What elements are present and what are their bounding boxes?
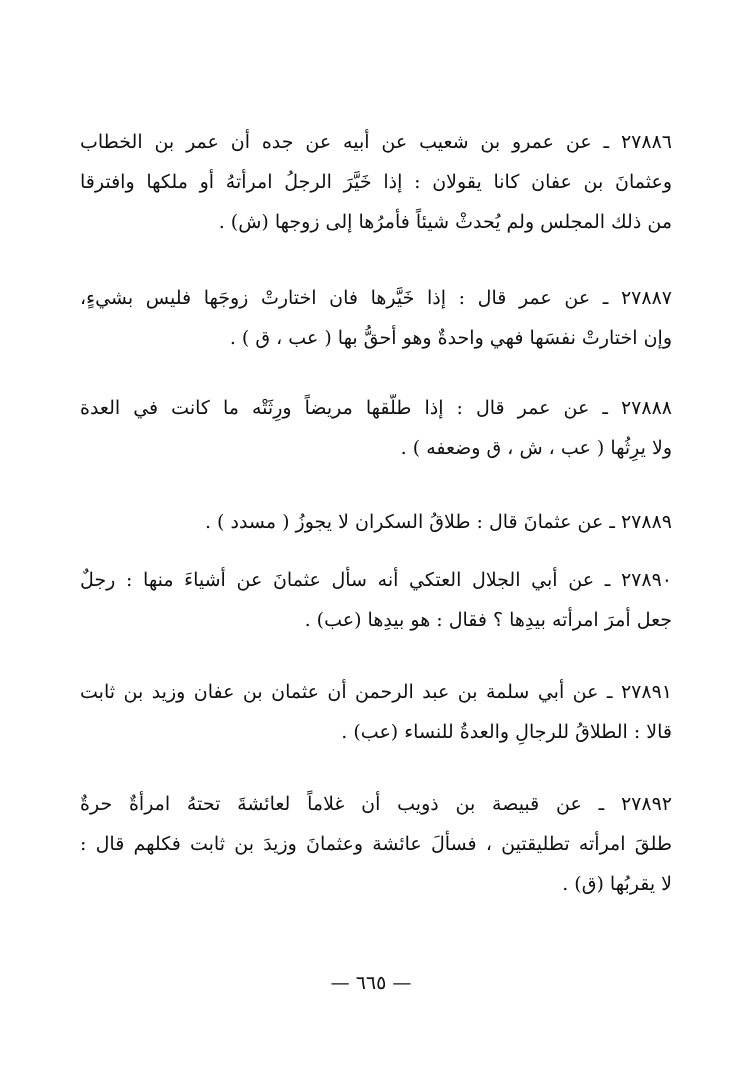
text-line: ٢٧٨٨٩ ـ عن عثمانَ قال : طلاقُ السكران لا يجوزُ ( مسدد ) . [204,511,672,533]
text-line: من ذلك المجلس ولم يُحدثْ شيئاً فأمرُها إلى زوجها (ش) . [218,211,672,233]
hadith-entry-27890 [80,566,672,646]
text-line: ٢٧٨٩١ ـ عن أبي سلمة بن عبد الرحمن أن عثمان بن عفان وزيد بن ثابت [80,681,672,703]
hadith-entry-27887 [80,284,672,364]
text-line: طلقَ امرأته تطليقتين ، فسألَ عائشة وعثمانَ وزيدَ بن ثابت فكلهم قال : [80,833,672,855]
text-line: ٢٧٨٨٨ ـ عن عمر قال : إذا طلَّقها مريضاً ورِثَتْه ما كانت في العدة [80,397,672,419]
text-line: ٢٧٨٨٧ ـ عن عمر قال : إذا خَيَّرها فان اختارتْ زوجَها فليس بشيءٍ، [80,287,672,309]
text-line: ولا يرِثُها ( عب ، ش ، ق وضعفه ) . [400,437,672,459]
page-number: — ٦٦٥ — [330,972,412,994]
text-line: ٢٧٨٩٢ ـ عن قبيصة بن ذويب أن غلاماً لعائشةَ تحتهُ امرأةٌ حرةٌ [80,793,672,815]
text-line: ٢٧٨٨٦ ـ عن عمرو بن شعيب عن أبيه عن جده أن عمر بن الخطاب [80,131,672,153]
text-line: وعثمانَ بن عفان كانا يقولان : إذا خَيَّرَ الرجلُ امرأتهُ أو ملكها وافترقا [80,171,672,193]
text-line: لا يقربُها (ق) . [562,873,672,895]
hadith-entry-27886 [80,128,672,248]
text-line: وإن اختارتْ نفسَها فهي واحدةٌ وهو أحقُّ بها ( عب ، ق ) . [229,327,672,349]
hadith-entry-27892 [80,790,672,910]
hadith-entry-27889 [80,508,672,548]
hadith-entry-27891 [80,678,672,758]
text-line: قالا : الطلاقُ للرجالِ والعدةُ للنساء (عب) . [341,721,672,743]
hadith-entry-27888 [80,394,672,474]
text-line: جعل أمرَ امرأته بيدِها ؟ فقال : هو بيدِها (عب) . [304,609,672,631]
text-line: ٢٧٨٩٠ ـ عن أبي الجلال العتكي أنه سأل عثمانَ عن أشياءَ منها : رجلٌ [80,569,672,591]
